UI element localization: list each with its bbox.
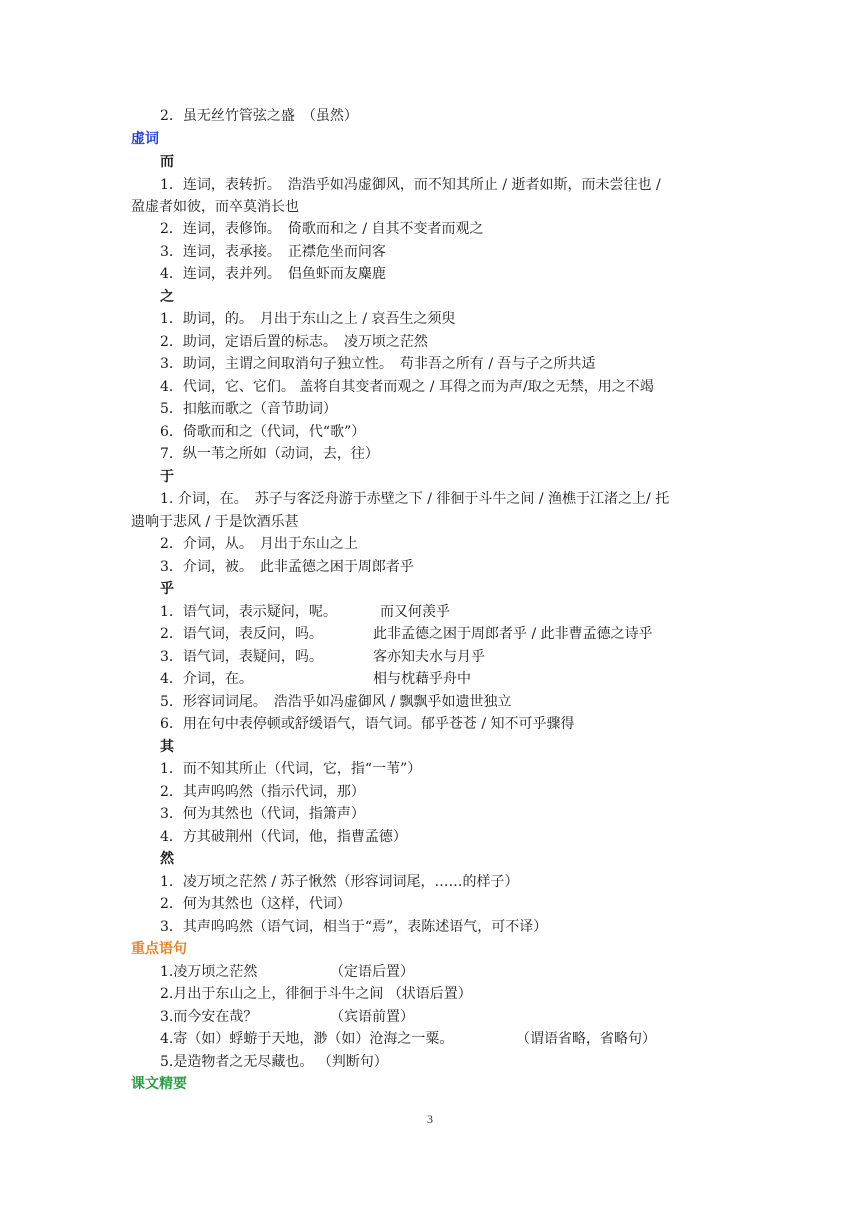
usage-label: 2．语气词，表反问，吗。 [160, 626, 323, 642]
text-line: 7．纵一苇之所如（动词，去，往） [160, 446, 379, 462]
text-line: 1. 介词，在。 苏子与客泛舟游于赤壁之下 / 徘徊于斗牛之间 / 渔樵于江渚之上/ 托 [160, 491, 670, 507]
sentence-note: （宾语前置） [330, 1009, 414, 1025]
text-line: 3．介词，被。 此非孟德之困于周郎者乎 [160, 559, 414, 575]
sentence-text: 4.寄（如）蜉蝣于天地，渺（如）沧海之一粟。 [160, 1031, 454, 1047]
word-heading-yu: 于 [160, 469, 174, 485]
text-line [160, 1007, 760, 1027]
word-heading-zhi: 之 [160, 289, 174, 305]
text-line: 2．虽无丝竹管弦之盛 （虽然） [160, 108, 358, 124]
text-line: 2.月出于东山之上，徘徊于斗牛之间 （状语后置） [160, 986, 472, 1002]
text-line: 4．代词，它、它们。 盖将自其变者而观之 / 耳得之而为声/取之无禁，用之不竭 [160, 379, 654, 395]
usage-label: 3．语气词，表疑问，吗。 [160, 649, 323, 665]
section-heading-zhongdian: 重点语句 [131, 941, 187, 957]
text-line: 3．助词，主谓之间取消句子独立性。 苟非吾之所有 / 吾与子之所共适 [160, 356, 596, 372]
text-line: 3．其声呜呜然（语气词，相当于“焉”，表陈述语气，可不译） [160, 919, 548, 935]
word-heading-er: 而 [160, 154, 174, 170]
text-line: 1．连词，表转折。 浩浩乎如冯虚御风，而不知其所止 / 逝者如斯，而未尝往也 / [160, 177, 661, 193]
text-line: 2．介词，从。 月出于东山之上 [160, 536, 358, 552]
text-line: 6．倚歌而和之（代词，代“歌”） [160, 424, 366, 440]
text-line: 盈虚者如彼，而卒莫消长也 [131, 199, 299, 215]
usage-label: 1．语气词，表示疑问，呢。 [160, 604, 337, 620]
text-line: 1．而不知其所止（代词，它，指“一苇”） [160, 761, 422, 777]
text-line [160, 962, 760, 982]
sentence-note: （谓语省略，省略句） [516, 1031, 656, 1047]
example-text: 相与枕藉乎舟中 [373, 671, 471, 687]
text-line: 1．助词，的。 月出于东山之上 / 哀吾生之须臾 [160, 311, 456, 327]
text-line: 2．连词，表修饰。 倚歌而和之 / 自其不变者而观之 [160, 221, 484, 237]
text-line [160, 624, 760, 644]
text-line [160, 647, 760, 667]
example-text: 此非孟德之困于周郎者乎 / 此非曹孟德之诗乎 [373, 626, 653, 642]
section-heading-xuci: 虚词 [131, 131, 159, 147]
example-text: 而又何羡乎 [380, 604, 450, 620]
usage-label: 4．介词，在。 [160, 671, 253, 687]
text-line: 遗响于悲风 / 于是饮酒乐甚 [131, 514, 299, 530]
text-line: 3．连词，表承接。 正襟危坐而问客 [160, 244, 386, 260]
example-text: 客亦知夫水与月乎 [373, 649, 485, 665]
word-heading-hu: 乎 [160, 581, 174, 597]
text-line: 4．方其破荆州（代词，他，指曹孟德） [160, 829, 407, 845]
sentence-text: 3.而今安在哉？ [160, 1009, 258, 1025]
sentence-note: （定语后置） [330, 964, 414, 980]
text-line: 2．助词，定语后置的标志。 凌万顷之茫然 [160, 334, 428, 350]
text-line: 2．何为其然也（这样，代词） [160, 896, 351, 912]
page-number: 3 [427, 1112, 433, 1126]
text-line: 5.是造物者之无尽藏也。 （判断句） [160, 1054, 388, 1070]
text-line [160, 669, 760, 689]
text-line: 2．其声呜呜然（指示代词，那） [160, 784, 365, 800]
text-line: 4．连词，表并列。 侣鱼虾而友麋鹿 [160, 266, 386, 282]
text-line [160, 602, 760, 622]
sentence-text: 1.凌万顷之茫然 [160, 964, 258, 980]
section-heading-jingyao: 课文精要 [131, 1076, 187, 1092]
word-heading-ran: 然 [160, 851, 174, 867]
text-line: 3．何为其然也（代词，指箫声） [160, 806, 365, 822]
text-line: 6．用在句中表停顿或舒缓语气，语气词。郁乎苍苍 / 知不可乎骤得 [160, 716, 575, 732]
word-heading-qi: 其 [160, 739, 174, 755]
text-line: 5．扣舷而歌之（音节助词） [160, 401, 337, 417]
text-line: 1．凌万顷之茫然 / 苏子愀然（形容词词尾，……的样子） [160, 874, 519, 890]
text-line [160, 1029, 780, 1049]
text-line: 5．形容词词尾。 浩浩乎如冯虚御风 / 飘飘乎如遗世独立 [160, 694, 512, 710]
